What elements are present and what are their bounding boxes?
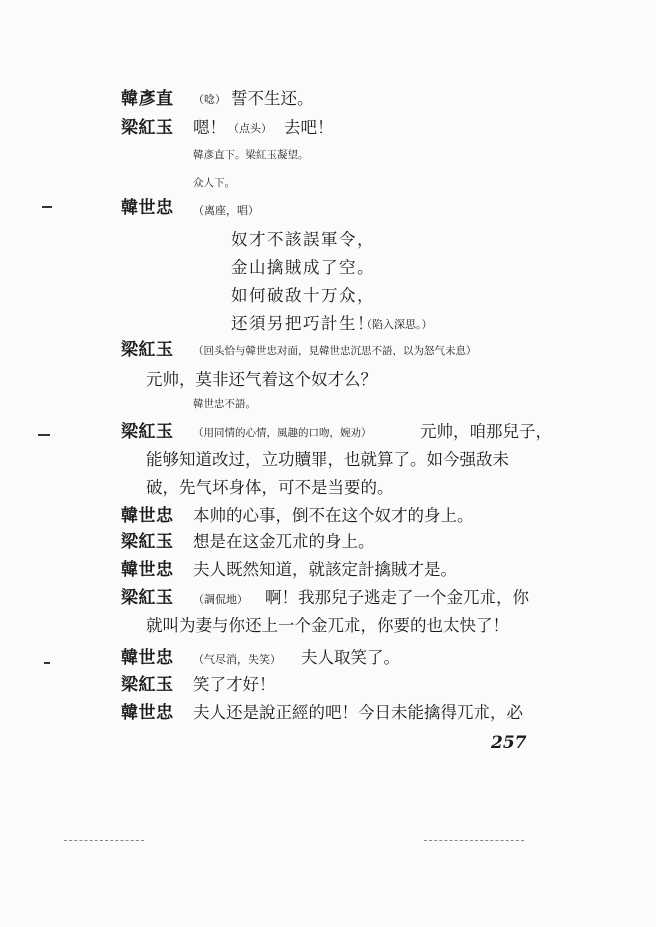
stage-direction: 众人下。 [193, 177, 235, 189]
dialogue: 元帅，咱那兒子， [420, 422, 552, 441]
margin-mark [42, 206, 52, 208]
stage-direction: （用同情的心情，風趣的口吻，婉劝） [193, 427, 372, 439]
dialogue: 本帅的心事，倒不在这个奴才的身上。 [193, 506, 474, 525]
speaker: 韓世忠 [121, 703, 174, 723]
dialogue: 啊！我那兒子逃走了一个金兀朮，你 [265, 588, 529, 607]
dialogue: 誓不生还。 [231, 89, 314, 108]
verse-line: 金山擒賊成了空。 [231, 258, 375, 277]
speaker: 梁紅玉 [121, 422, 174, 442]
dialogue: 就叫为妻与你还上一个金兀朮，你要的也太快了！ [146, 616, 509, 635]
dialogue: 夫人取笑了。 [301, 648, 400, 667]
verse-line: 奴才不該誤軍令， [231, 230, 375, 249]
stage-direction: 韓世忠不語。 [193, 398, 256, 410]
speaker: 韓世忠 [121, 560, 174, 580]
speaker: 韓彥直 [121, 89, 174, 109]
speaker: 梁紅玉 [121, 588, 174, 608]
stage-direction: （气尽消，失笑） [193, 653, 281, 666]
dialogue: 能够知道改过，立功贖罪，也就算了。如今强敌未 [146, 450, 509, 469]
scan-artifact [424, 840, 524, 842]
stage-direction: （点头） [228, 122, 272, 135]
stage-direction: （回头恰与韓世忠对面，見韓世忠沉思不語，以为怒气未息） [193, 345, 477, 357]
page-number: 257 [491, 733, 527, 753]
stage-direction: 韓彥直下。梁紅玉凝望。 [193, 149, 309, 161]
dialogue: 夫人还是說正經的吧！今日未能擒得兀朮，必 [193, 703, 523, 722]
dialogue: 夫人既然知道，就該定計擒賊才是。 [193, 560, 457, 579]
speaker: 韓世忠 [121, 648, 174, 668]
dialogue: 去吧！ [284, 118, 334, 137]
stage-direction: （离座，唱） [193, 204, 259, 217]
speaker: 梁紅玉 [121, 340, 174, 360]
verse-line: 还須另把巧計生！ [231, 314, 375, 333]
speaker: 梁紅玉 [121, 675, 174, 695]
speaker: 梁紅玉 [121, 118, 174, 138]
stage-direction: （唸） [193, 93, 226, 106]
dialogue: 笑了才好！ [193, 675, 276, 694]
margin-mark [44, 662, 50, 664]
dialogue: 元帅，莫非还气着这个奴才么？ [146, 370, 377, 389]
scan-artifact [64, 840, 144, 842]
margin-mark [38, 434, 50, 436]
dialogue: 嗯！ [193, 118, 226, 137]
speaker: 韓世忠 [121, 198, 174, 218]
stage-direction: （調侃地） [193, 593, 248, 606]
dialogue: 破，先气坏身体，可不是当要的。 [146, 478, 394, 497]
stage-direction: （陷入深思。） [361, 318, 433, 331]
dialogue: 想是在这金兀朮的身上。 [193, 532, 375, 551]
verse-line: 如何破敌十万众， [231, 286, 375, 305]
speaker: 韓世忠 [121, 506, 174, 526]
speaker: 梁紅玉 [121, 532, 174, 552]
